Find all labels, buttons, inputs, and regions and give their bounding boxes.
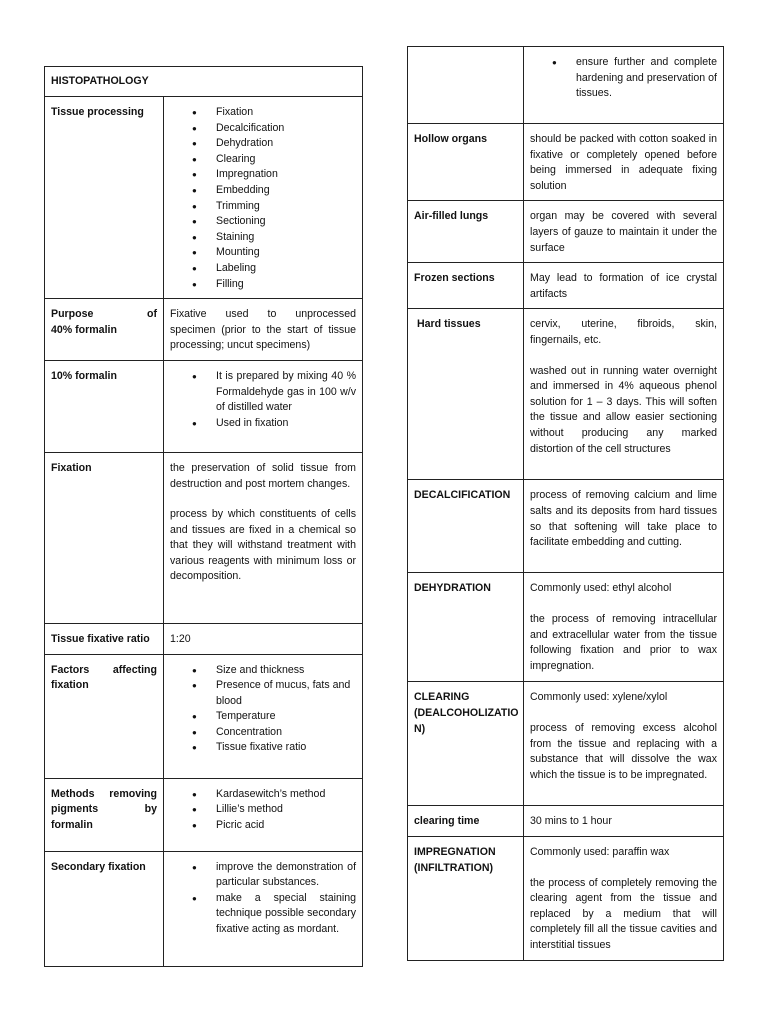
row-key-line: (INFILTRATION) bbox=[414, 861, 494, 874]
row-value bbox=[164, 851, 363, 966]
table-row bbox=[45, 654, 363, 778]
list-item: ● make a special staining technique possible secondary fixative acting as mordant. bbox=[216, 891, 356, 938]
list-item: ● Impregnation bbox=[216, 167, 356, 183]
hard-tissue-treatment: washed out in running water overnight and immersed in 4% aqueous phenol solution for 1 – 3 days. This will soften the tissue and allow easier sectioning without producing any marked distortion of the cell structures bbox=[530, 364, 717, 455]
row-key: clearing time bbox=[408, 806, 524, 837]
table-row bbox=[45, 778, 363, 851]
table-row bbox=[45, 452, 363, 623]
fixation-definition: the preservation of solid tissue from destruction and post mortem changes. bbox=[170, 461, 357, 490]
list-item: ● Tissue fixative ratio bbox=[216, 740, 356, 756]
table-row bbox=[45, 97, 363, 299]
impregnation-definition: the process of completely removing the clearing agent from the tissue and replaced by a medium that will completely fill all the tissue cavities and interstitial tissues bbox=[530, 876, 717, 951]
clearing-definition: process of removing excess alcohol from the tissue and replacing with a substance that will dissolve the wax which the tissue is to be impregnated. bbox=[530, 721, 717, 781]
table-row bbox=[408, 573, 724, 682]
table-row bbox=[408, 836, 724, 960]
list-item: ● Size and thickness bbox=[216, 663, 356, 679]
list-item: ● Used in fixation bbox=[216, 416, 356, 432]
list-item: ● Fixation bbox=[216, 105, 356, 121]
row-value: should be packed with cotton soaked in fixative or completely opened before being immersed in adequate fixing solution bbox=[524, 124, 724, 201]
row-key: Tissue processing bbox=[45, 97, 164, 299]
row-key-line: 40% formalin bbox=[51, 323, 117, 336]
list-item: ● Kardasewitch’s method bbox=[216, 787, 356, 803]
fixation-process: process by which constituents of cells and tissues are fixed in a chemical so that they will withstand treatment with various reagents with minimum loss or decomposition. bbox=[170, 508, 357, 583]
row-key: Hollow organs bbox=[408, 124, 524, 201]
row-key-line: pigments by bbox=[51, 803, 157, 816]
row-key: Fixation bbox=[45, 452, 164, 623]
list-item: ● Mounting bbox=[216, 245, 356, 261]
row-key: Frozen sections bbox=[408, 263, 524, 309]
list-item: ● Dehydration bbox=[216, 136, 356, 152]
table-row bbox=[408, 263, 724, 309]
secondary-fixation-list bbox=[170, 860, 356, 938]
row-key: 10% formalin bbox=[45, 360, 164, 452]
hard-tissue-examples: cervix, uterine, fibroids, skin, fingernails, etc. bbox=[530, 318, 717, 346]
row-key-line: Factors affecting bbox=[51, 663, 157, 676]
table-row bbox=[45, 360, 363, 452]
list-item: ● Filling bbox=[216, 277, 356, 293]
table-row bbox=[408, 201, 724, 263]
table-row bbox=[408, 47, 724, 124]
list-item: ● Clearing bbox=[216, 152, 356, 168]
row-key: DECALCIFICATION bbox=[408, 480, 524, 573]
row-key bbox=[45, 778, 164, 851]
dehydration-definition: the process of removing intracellular and extracellular water from the tissue following fixation and prior to wax impregnation. bbox=[530, 612, 717, 672]
row-key bbox=[45, 654, 164, 778]
row-key: Hard tissues bbox=[408, 309, 524, 480]
row-value bbox=[164, 654, 363, 778]
row-key bbox=[408, 836, 524, 960]
row-value bbox=[524, 309, 724, 480]
methods-list bbox=[170, 787, 356, 834]
list-item: ● Picric acid bbox=[216, 818, 356, 834]
list-item: ● Labeling bbox=[216, 261, 356, 277]
dehydration-agent: Commonly used: ethyl alcohol bbox=[530, 582, 672, 595]
row-key: Tissue fixative ratio bbox=[45, 623, 164, 654]
row-key: Secondary fixation bbox=[45, 851, 164, 966]
row-key-line: IMPREGNATION bbox=[414, 845, 496, 858]
row-value: Fixative used to unprocessed specimen (prior to the start of tissue processing; uncut specimens) bbox=[164, 299, 363, 361]
list-item: ● Concentration bbox=[216, 725, 356, 741]
table-row bbox=[408, 806, 724, 837]
row-value bbox=[164, 360, 363, 452]
factors-list bbox=[170, 663, 356, 757]
list-item: ● Staining bbox=[216, 230, 356, 246]
row-value: May lead to formation of ice crystal artifacts bbox=[524, 263, 724, 309]
row-key: Air-filled lungs bbox=[408, 201, 524, 263]
row-key: DEHYDRATION bbox=[408, 573, 524, 682]
row-value bbox=[164, 452, 363, 623]
row-key-line: Methods removing bbox=[51, 787, 157, 800]
table-row bbox=[45, 299, 363, 361]
row-value bbox=[524, 47, 724, 124]
table-title: HISTOPATHOLOGY bbox=[45, 67, 363, 97]
row-key bbox=[45, 299, 164, 361]
row-value bbox=[524, 836, 724, 960]
row-key-line: (DEALCOHOLIZATIO bbox=[414, 706, 519, 719]
list-item: ● Presence of mucus, fats and blood bbox=[216, 678, 356, 709]
row-value bbox=[164, 97, 363, 299]
table-row bbox=[408, 309, 724, 480]
list-item: ● Decalcification bbox=[216, 121, 356, 137]
list-item: ● It is prepared by mixing 40 % Formaldehyde gas in 100 w/v of distilled water bbox=[216, 369, 356, 416]
row-value bbox=[524, 682, 724, 806]
table-row bbox=[408, 682, 724, 806]
histopathology-table-right bbox=[407, 46, 724, 961]
table-row bbox=[408, 480, 724, 573]
list-item: ● Lillie’s method bbox=[216, 802, 356, 818]
row-value: 1:20 bbox=[164, 623, 363, 654]
row-key-empty bbox=[408, 47, 524, 124]
table-header-row bbox=[45, 67, 363, 97]
row-key-line: N) bbox=[414, 722, 426, 735]
continued-list bbox=[530, 55, 717, 102]
list-item: ● ensure further and complete hardening and preservation of tissues. bbox=[576, 55, 717, 102]
histopathology-table-left bbox=[44, 66, 363, 967]
list-item: ● Trimming bbox=[216, 199, 356, 215]
row-key-line: formalin bbox=[51, 818, 93, 831]
list-item: ● Embedding bbox=[216, 183, 356, 199]
row-key-line: fixation bbox=[51, 679, 89, 692]
row-value: organ may be covered with several layers of gauze to maintain it under the surface bbox=[524, 201, 724, 263]
table-row bbox=[408, 124, 724, 201]
row-value bbox=[524, 573, 724, 682]
row-value: process of removing calcium and lime salts and its deposits from hard tissues so that softening will take place to facilitate embedding and cutting. bbox=[524, 480, 724, 573]
row-key-line: Purpose of bbox=[51, 308, 157, 321]
list-item: ● Sectioning bbox=[216, 214, 356, 230]
table-row bbox=[45, 623, 363, 654]
tissue-processing-list bbox=[170, 105, 356, 292]
list-item: ● Temperature bbox=[216, 709, 356, 725]
table-row bbox=[45, 851, 363, 966]
clearing-agent: Commonly used: xylene/xylol bbox=[530, 691, 668, 704]
row-key-line: CLEARING bbox=[414, 691, 470, 704]
row-value bbox=[164, 778, 363, 851]
impregnation-agent: Commonly used: paraffin wax bbox=[530, 845, 670, 858]
row-key bbox=[408, 682, 524, 806]
row-value: 30 mins to 1 hour bbox=[524, 806, 724, 837]
list-item: ● improve the demonstration of particular substances. bbox=[216, 860, 356, 891]
ten-percent-formalin-list bbox=[170, 369, 356, 431]
